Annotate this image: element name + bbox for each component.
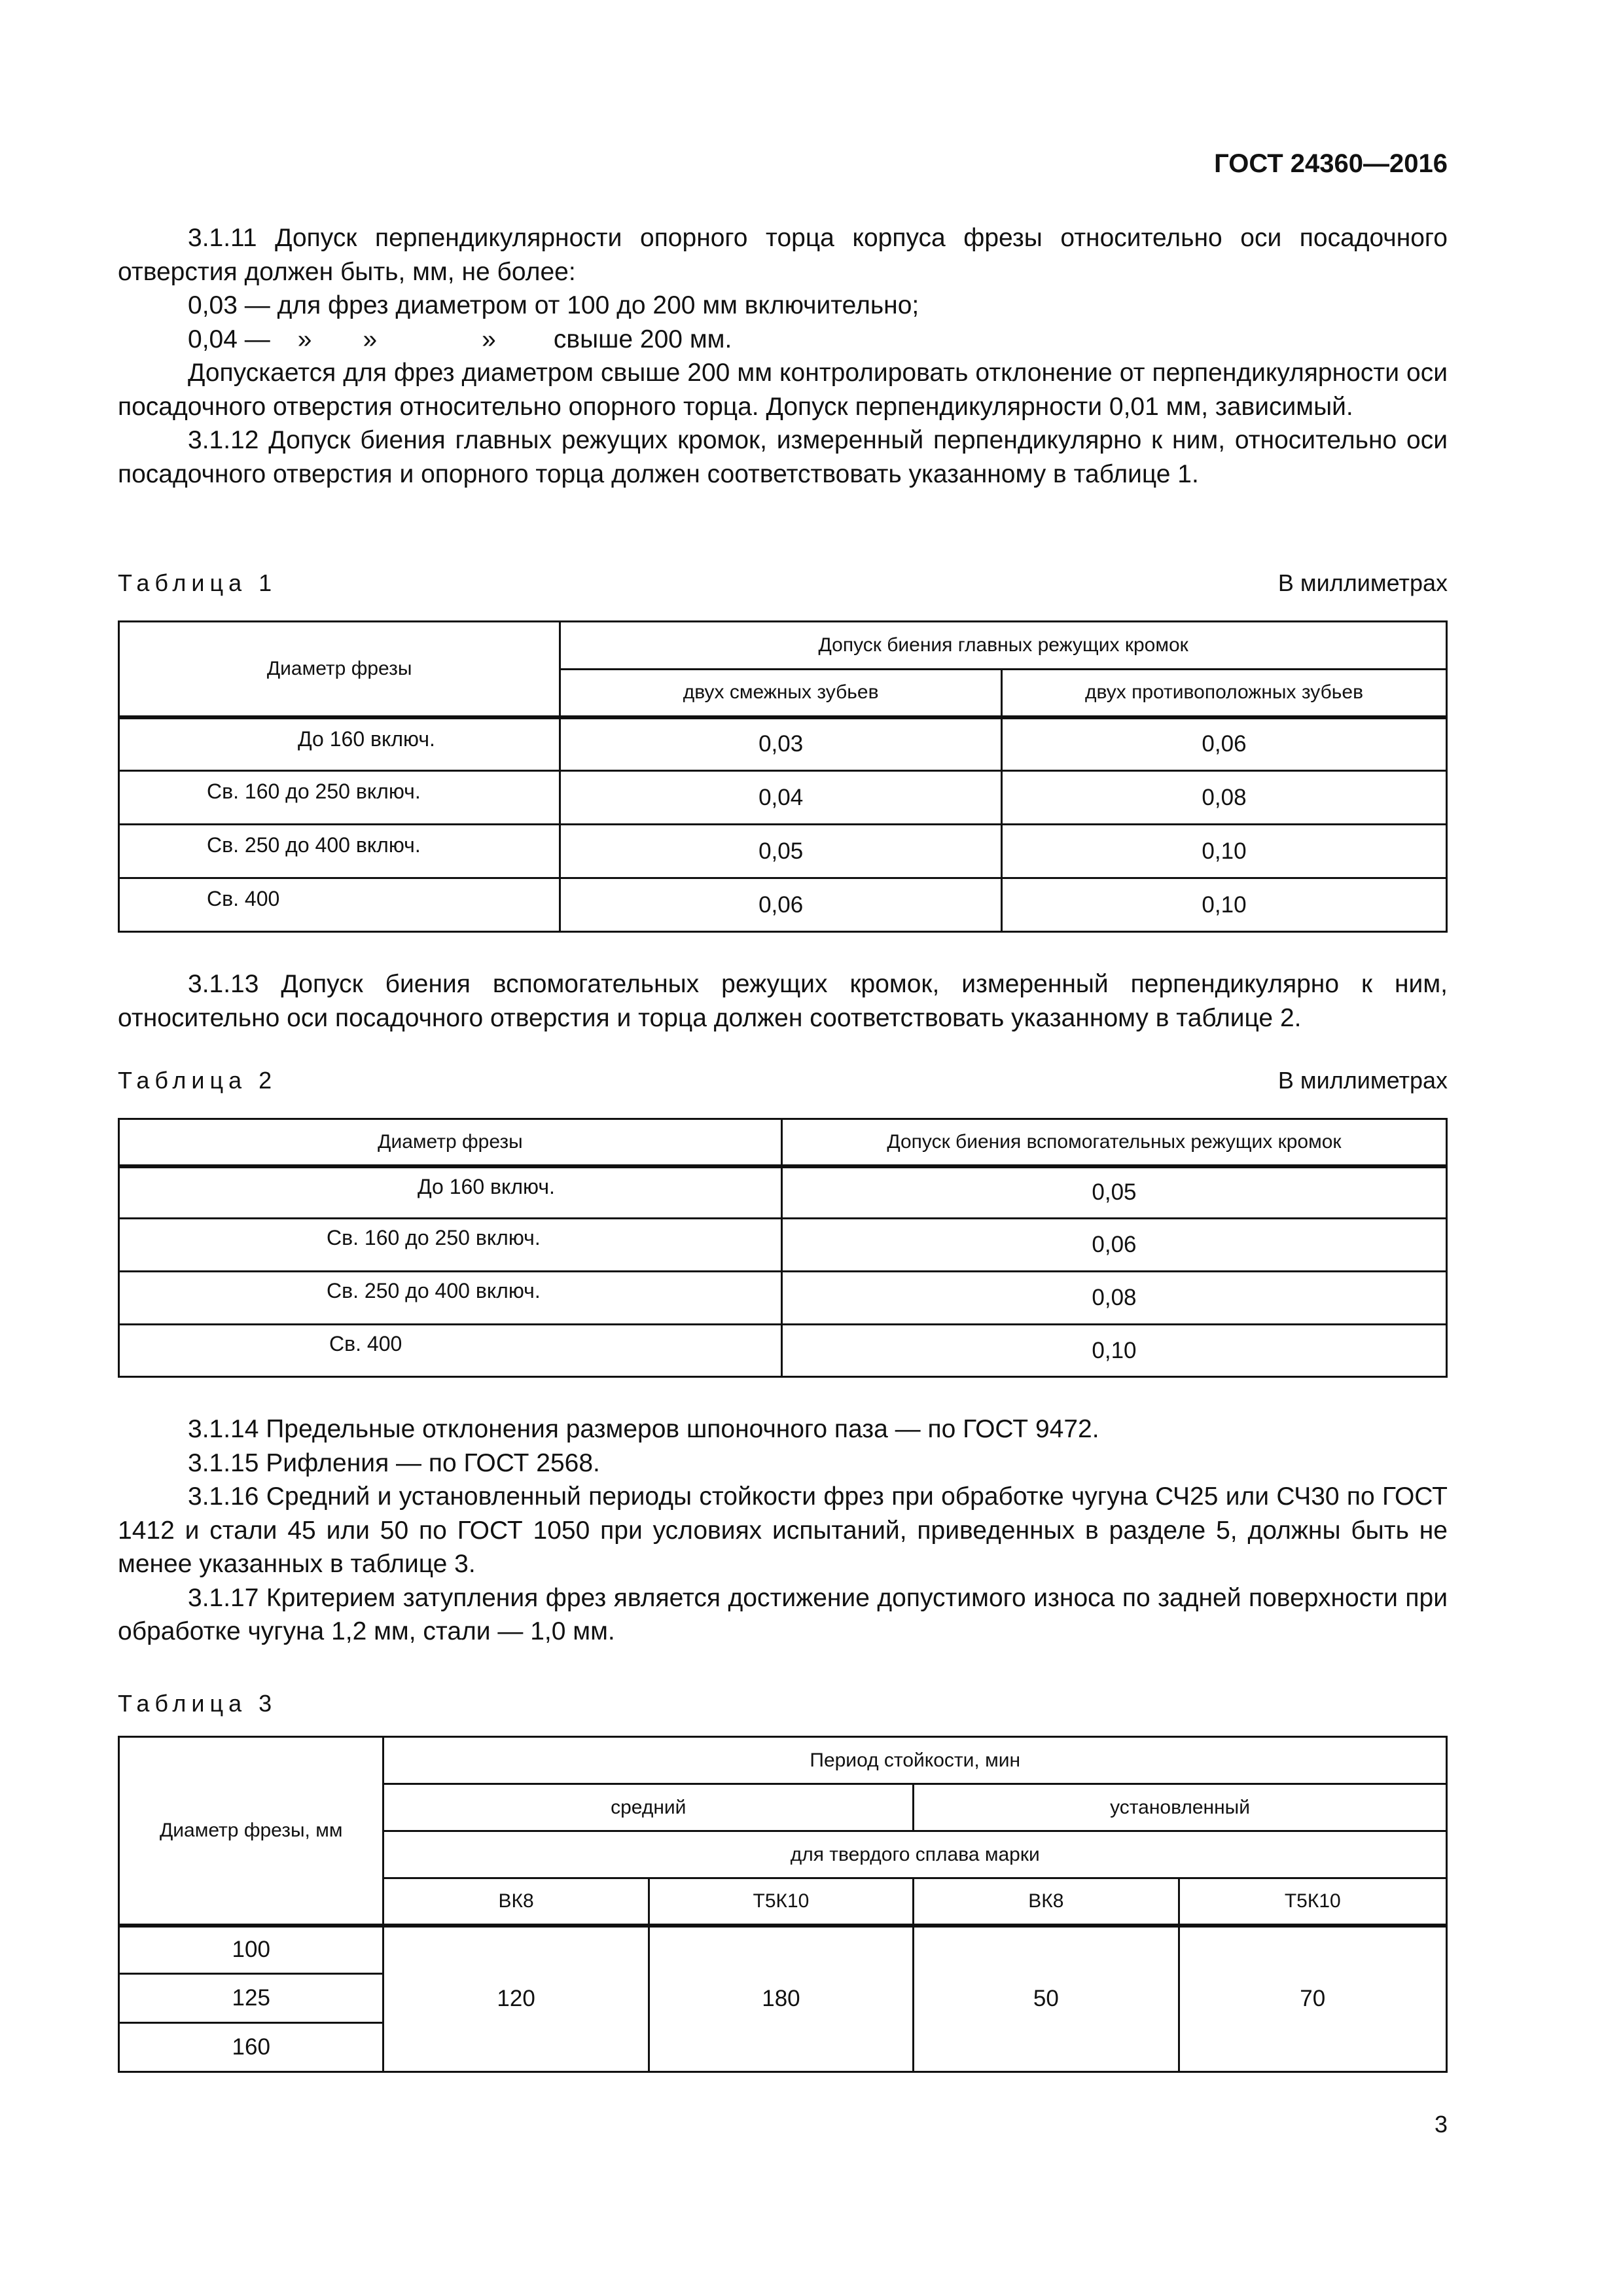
table-row xyxy=(119,1926,1447,1974)
table-cell: 0,10 xyxy=(1001,878,1446,932)
table2-header-diameter: Диаметр фрезы xyxy=(119,1119,782,1166)
table-cell: 0,10 xyxy=(781,1325,1446,1377)
table-cell: 0,10 xyxy=(1001,825,1446,878)
ditto-mark: » xyxy=(482,325,496,353)
table-cell: 50 xyxy=(914,1926,1179,2072)
table-row xyxy=(119,1166,1447,1219)
table1-header-opposite: двух противоположных зубьев xyxy=(1001,670,1446,717)
table-cell: 70 xyxy=(1179,1926,1446,2072)
paragraph-3-1-13: 3.1.13 Допуск биения вспомогательных режущих кромок, измеренный перпендикулярно к ним, относительно оси посадочного отверстия и торца должен соответствовать указанному в таблице 2. xyxy=(118,970,1448,1032)
table-cell: 0,06 xyxy=(1001,717,1446,771)
document-id: ГОСТ 24360—2016 xyxy=(1214,149,1448,178)
table-row xyxy=(119,1325,1447,1377)
paragraph-3-1-12: 3.1.12 Допуск биения главных режущих кромок, измеренный перпендикулярно к ним, относительно оси посадочного отверстия и опорного торца должен соответствовать указанному в таблице 1. xyxy=(118,426,1448,488)
list-item-003: 0,03 — для фрез диаметром от 100 до 200 мм включительно; xyxy=(188,291,919,319)
table-row xyxy=(119,1219,1447,1272)
table2-caption-row xyxy=(118,1067,1448,1094)
table-cell: 160 xyxy=(119,2023,383,2072)
table-cell: Св. 250 до 400 включ. xyxy=(119,1272,782,1325)
table2-caption: Таблица 2 xyxy=(118,1067,277,1094)
page-number: 3 xyxy=(1434,2111,1448,2138)
table-cell: Св. 160 до 250 включ. xyxy=(119,771,560,825)
table-cell: Св. 400 xyxy=(119,1325,782,1377)
ditto-mark: » xyxy=(297,325,312,353)
table1 xyxy=(118,620,1448,933)
table2-header-value: Допуск биения вспомогательных режущих кромок xyxy=(781,1119,1446,1166)
table-row xyxy=(119,825,1447,878)
table-cell: 0,05 xyxy=(560,825,1002,878)
table3-grade: Т5К10 xyxy=(649,1878,913,1926)
table-row xyxy=(119,717,1447,771)
table-cell: 0,06 xyxy=(781,1219,1446,1272)
table1-units: В миллиметрах xyxy=(1277,569,1448,596)
table3-grade: ВК8 xyxy=(383,1878,649,1926)
table3-header-alloy: для твердого сплава марки xyxy=(383,1831,1447,1878)
paragraph-3-1-15: 3.1.15 Рифления — по ГОСТ 2568. xyxy=(188,1448,600,1477)
list-item-004 xyxy=(118,323,1448,357)
table3-header-group: Период стойкости, мин xyxy=(383,1737,1447,1784)
table3-grade: ВК8 xyxy=(914,1878,1179,1926)
table-row xyxy=(119,1272,1447,1325)
table-cell: 0,08 xyxy=(1001,771,1446,825)
table2-units: В миллиметрах xyxy=(1277,1067,1448,1094)
table3-grade: Т5К10 xyxy=(1179,1878,1446,1926)
table1-header-diameter: Диаметр фрезы xyxy=(119,622,560,717)
table1-header-adjacent: двух смежных зубьев xyxy=(560,670,1002,717)
table-cell: До 160 включ. xyxy=(119,1166,782,1219)
section-3-1-13 xyxy=(118,967,1448,1035)
paragraph-3-1-11: 3.1.11 Допуск перпендикулярности опорного торца корпуса фрезы относительно оси посадочного отверстия должен быть, мм, не более: xyxy=(118,224,1448,286)
item-text: свыше 200 мм. xyxy=(553,325,732,353)
table-cell: 0,06 xyxy=(560,878,1002,932)
table-cell: 125 xyxy=(119,1974,383,2023)
table-cell: 180 xyxy=(649,1926,913,2072)
table3 xyxy=(118,1736,1448,2073)
table-cell: Св. 250 до 400 включ. xyxy=(119,825,560,878)
table-cell: Св. 160 до 250 включ. xyxy=(119,1219,782,1272)
table3-caption: Таблица 3 xyxy=(118,1690,277,1717)
table-row xyxy=(119,771,1447,825)
table-cell: 0,03 xyxy=(560,717,1002,771)
item-value: 0,04 — xyxy=(188,325,270,353)
paragraph-3-1-14: 3.1.14 Предельные отклонения размеров шпоночного паза — по ГОСТ 9472. xyxy=(188,1415,1099,1443)
table-cell: 100 xyxy=(119,1926,383,1974)
paragraph-3-1-17: 3.1.17 Критерием затупления фрез является достижение допустимого износа по задней поверхности при обработке чугуна 1,2 мм, стали — 1,0 мм. xyxy=(118,1583,1448,1645)
table-cell: До 160 включ. xyxy=(119,717,560,771)
section-3-1-11 xyxy=(118,221,1448,491)
table3-header-set: установленный xyxy=(914,1784,1447,1831)
table-cell: Св. 400 xyxy=(119,878,560,932)
table-cell: 0,05 xyxy=(781,1166,1446,1219)
table3-header-mean: средний xyxy=(383,1784,914,1831)
table-cell: 120 xyxy=(383,1926,649,2072)
paragraph-3-1-16: 3.1.16 Средний и установленный периоды стойкости фрез при обработке чугуна СЧ25 или СЧ30 по ГОСТ 1412 и стали 45 или 50 по ГОСТ 1050 при условиях испытаний, приведенных в разделе 5, должны быть не менее указанных в таблице 3. xyxy=(118,1482,1448,1578)
table-cell: 0,08 xyxy=(781,1272,1446,1325)
table3-caption-row xyxy=(118,1690,1448,1717)
table1-caption-row xyxy=(118,569,1448,597)
table1-header-group: Допуск биения главных режущих кромок xyxy=(560,622,1447,670)
table1-caption: Таблица 1 xyxy=(118,569,277,596)
table2 xyxy=(118,1118,1448,1378)
paragraph-note: Допускается для фрез диаметром свыше 200 мм контролировать отклонение от перпендикулярности оси посадочного отверстия относительно опорного торца. Допуск перпендикулярности 0,01 мм, зависимый. xyxy=(118,359,1448,421)
ditto-mark: » xyxy=(363,325,378,353)
sections-3-1-14-to-17 xyxy=(118,1412,1448,1649)
table-cell: 0,04 xyxy=(560,771,1002,825)
table3-header-diameter: Диаметр фрезы, мм xyxy=(119,1737,383,1926)
table-row xyxy=(119,878,1447,932)
